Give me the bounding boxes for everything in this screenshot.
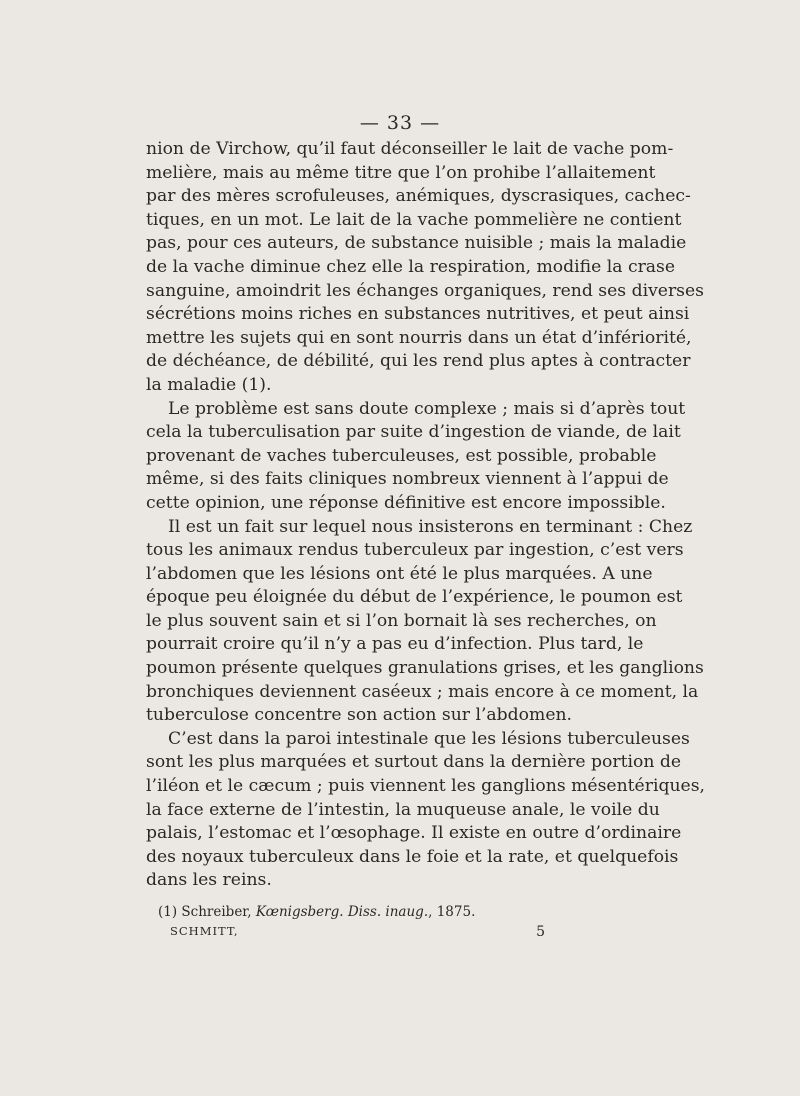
footnote (158, 904, 475, 920)
text-line: de la vache diminue chez elle la respiration, modifie la crase (146, 256, 676, 277)
text-line: cette opinion, une réponse définitive est encore impossible. (146, 492, 666, 513)
footnote-marker: (1) Schreiber, (158, 904, 256, 920)
page-number: — 33 — (359, 112, 441, 134)
text-line: la maladie (1). (146, 374, 272, 395)
text-line: cela la tuberculisation par suite d’ingestion de viande, de lait (146, 422, 681, 443)
text-line: même, si des faits cliniques nombreux viennent à l’appui de (146, 469, 669, 490)
signature-author: SCHMITT, (170, 924, 239, 938)
body-text (146, 138, 705, 893)
footnote-year: , 1875. (428, 904, 476, 920)
text-line: palais, l’estomac et l’œsophage. Il existe en outre d’ordinaire (146, 823, 682, 844)
text-line: poumon présente quelques granulations grises, et les ganglions (146, 658, 704, 679)
text-line: pas, pour ces auteurs, de substance nuisible ; mais la maladie (146, 233, 687, 254)
text-line: tuberculose concentre son action sur l’abdomen. (146, 705, 573, 726)
text-line: tiques, en un mot. Le lait de la vache pommelière ne contient (146, 209, 682, 230)
text-line: melière, mais au même titre que l’on prohibe l’allaitement (146, 162, 656, 183)
text-line: tous les animaux rendus tuberculeux par ingestion, c’est vers (146, 540, 684, 561)
text-line: bronchiques deviennent caséeux ; mais encore à ce moment, la (146, 681, 699, 702)
text-line: sont les plus marquées et surtout dans la dernière portion de (146, 752, 682, 773)
paragraph-4 (146, 728, 705, 893)
text-line: l’iléon et le cæcum ; puis viennent les ganglions mésentériques, (146, 776, 705, 797)
text-line: de déchéance, de débilité, qui les rend plus aptes à contracter (146, 351, 691, 372)
text-line: par des mères scrofuleuses, anémiques, dyscrasiques, cachec- (146, 186, 691, 207)
text-line: Il est un fait sur lequel nous insisterons en terminant : Chez (168, 516, 693, 537)
text-line: Le problème est sans doute complexe ; mais si d’après tout (168, 398, 686, 419)
paragraph-1 (146, 138, 704, 398)
paragraph-3 (146, 516, 704, 728)
text-line: nion de Virchow, qu’il faut déconseiller le lait de vache pom- (146, 139, 674, 159)
text-line: dans les reins. (146, 870, 272, 891)
text-line: provenant de vaches tuberculeuses, est possible, probable (146, 445, 657, 466)
text-line: pourrait croire qu’il n’y a pas eu d’infection. Plus tard, le (146, 634, 644, 655)
text-line: époque peu éloignée du début de l’expérience, le poumon est (146, 587, 683, 608)
text-line: sanguine, amoindrit les échanges organiques, rend ses diverses (146, 280, 704, 301)
text-line: mettre les sujets qui en sont nourris dans un état d’infériorité, (146, 327, 692, 348)
signature-sheet-number: 5 (536, 924, 546, 940)
text-line: l’abdomen que les lésions ont été le plus marquées. A une (146, 563, 653, 584)
text-line: la face externe de l’intestin, la muqueuse anale, le voile du (146, 799, 660, 820)
text-line: sécrétions moins riches en substances nutritives, et peut ainsi (146, 304, 690, 325)
footnote-work: Diss. inaug. (347, 904, 429, 920)
paragraph-2 (146, 398, 686, 516)
text-line: des noyaux tuberculeux dans le foie et la rate, et quelquefois (146, 846, 679, 867)
text-line: le plus souvent sain et si l’on bornait là ses recherches, on (146, 610, 657, 631)
text-line: C’est dans la paroi intestinale que les lésions tuberculeuses (168, 728, 690, 749)
footnote-place: Kœnigsberg. (255, 904, 344, 920)
